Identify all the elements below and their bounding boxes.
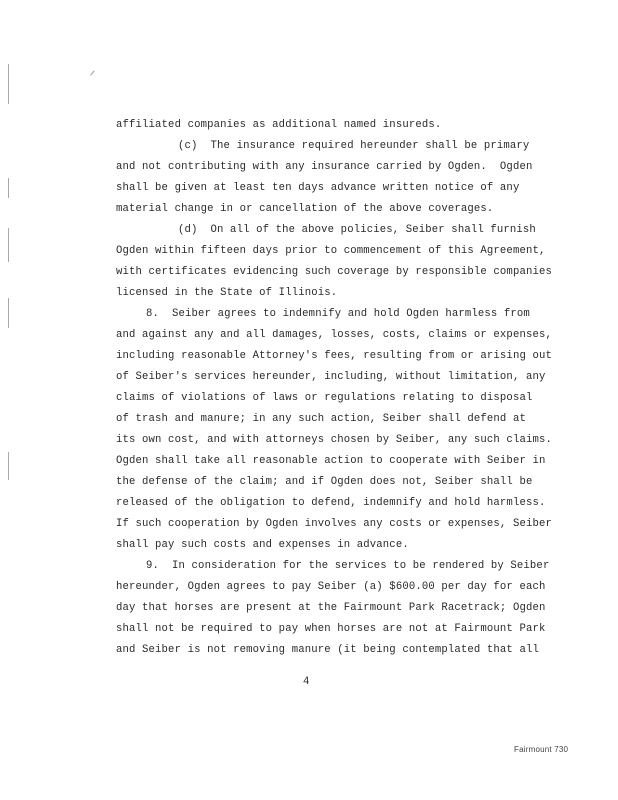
page-number: 4 — [303, 676, 310, 688]
text-line-8: with certificates evidencing such coverage by responsible companies — [116, 266, 552, 278]
scan-speck — [8, 64, 9, 104]
text-line-26: and Seiber is not removing manure (it being contemplated that all — [116, 644, 539, 656]
text-line-22: 9. In consideration for the services to be rendered by Seiber — [146, 560, 550, 572]
text-line-15: of trash and manure; in any such action, Seiber shall defend at — [116, 413, 526, 425]
text-line-2: (c) The insurance required hereunder shall be primary — [178, 140, 530, 152]
text-line-21: shall pay such costs and expenses in advance. — [116, 539, 409, 551]
scan-speck — [90, 70, 95, 75]
text-line-25: shall not be required to pay when horses are not at Fairmount Park — [116, 623, 546, 635]
text-line-18: the defense of the claim; and if Ogden does not, Seiber shall be — [116, 476, 533, 488]
text-line-10: 8. Seiber agrees to indemnify and hold Ogden harmless from — [146, 308, 530, 320]
scan-speck — [8, 452, 9, 480]
scan-speck — [8, 228, 9, 262]
text-line-1: affiliated companies as additional named insureds. — [116, 119, 442, 131]
text-line-9: licensed in the State of Illinois. — [116, 287, 338, 299]
text-line-11: and against any and all damages, losses, costs, claims or expenses, — [116, 329, 552, 341]
text-line-19: released of the obligation to defend, indemnify and hold harmless. — [116, 497, 546, 509]
scan-speck — [8, 178, 9, 198]
text-line-23: hereunder, Ogden agrees to pay Seiber (a) $600.00 per day for each — [116, 581, 546, 593]
text-line-5: material change in or cancellation of the above coverages. — [116, 203, 494, 215]
text-line-14: claims of violations of laws or regulations relating to disposal — [116, 392, 533, 404]
text-line-24: day that horses are present at the Fairmount Park Racetrack; Ogden — [116, 602, 546, 614]
text-line-4: shall be given at least ten days advance written notice of any — [116, 182, 520, 194]
text-line-13: of Seiber's services hereunder, including, without limitation, any — [116, 371, 546, 383]
scan-speck — [8, 298, 9, 328]
text-line-20: If such cooperation by Ogden involves any costs or expenses, Seiber — [116, 518, 552, 530]
text-line-12: including reasonable Attorney's fees, resulting from or arising out — [116, 350, 552, 362]
text-line-3: and not contributing with any insurance carried by Ogden. Ogden — [116, 161, 533, 173]
text-line-16: its own cost, and with attorneys chosen by Seiber, any such claims. — [116, 434, 552, 446]
text-line-6: (d) On all of the above policies, Seiber shall furnish — [178, 224, 536, 236]
bates-stamp: Fairmount 730 — [514, 745, 569, 754]
text-line-7: Ogden within fifteen days prior to commencement of this Agreement, — [116, 245, 546, 257]
text-line-17: Ogden shall take all reasonable action to cooperate with Seiber in — [116, 455, 546, 467]
